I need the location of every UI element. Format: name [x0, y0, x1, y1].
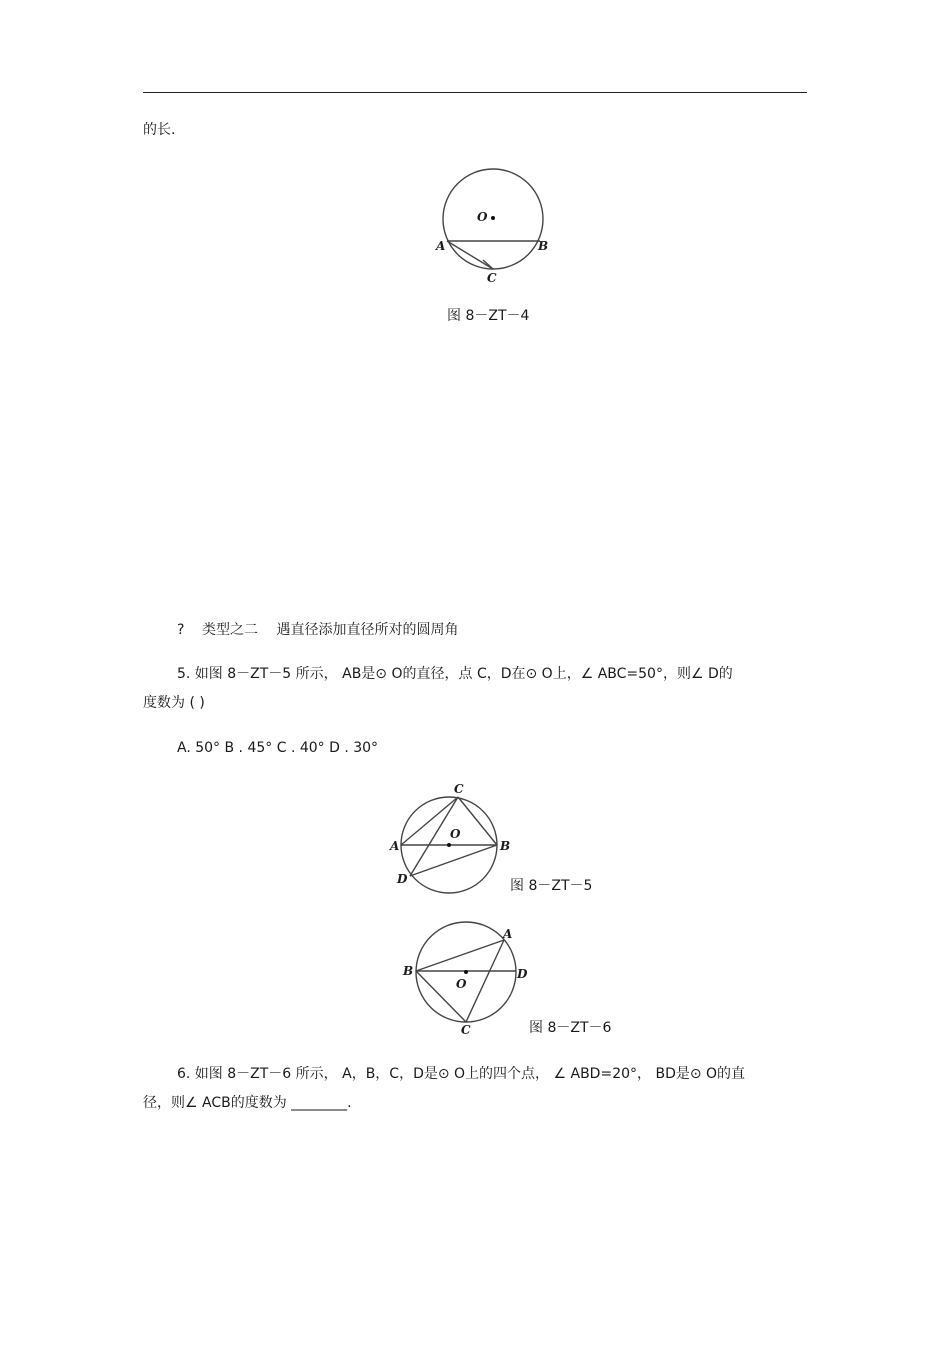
- figure-8-zt-5: [388, 780, 518, 895]
- q5-line2: 度数为 ( ): [143, 695, 205, 711]
- figure-5-caption: 图 8－ZT－5: [510, 878, 593, 894]
- label-o: O: [450, 827, 461, 841]
- label-a: A: [436, 239, 446, 253]
- chord-ba: [416, 940, 504, 971]
- q5-line1: 5. 如图 8－ZT－5 所示， AB是⊙ O的直径，点 C，D在⊙ O上，∠ ABC=50°，则∠ D的: [177, 666, 733, 682]
- label-o: O: [477, 210, 488, 224]
- chord-ac: [447, 241, 493, 269]
- continuation-text: 的长.: [143, 122, 176, 138]
- center-point: [447, 843, 451, 847]
- q6-line2: 径，则∠ ACB的度数为 ________.: [143, 1095, 352, 1111]
- q6-line1: 6. 如图 8－ZT－6 所示， A，B，C，D是⊙ O上的四个点， ∠ ABD=20°， BD是⊙ O的直: [177, 1066, 746, 1082]
- label-a: A: [503, 927, 513, 941]
- chord-db: [410, 845, 497, 876]
- label-d: D: [517, 967, 528, 981]
- section-title: 类型之二 遇直径添加直径所对的圆周角: [202, 622, 459, 638]
- header-rule: [143, 92, 807, 93]
- figure-8-zt-4: [430, 160, 560, 290]
- label-b: B: [500, 839, 511, 853]
- label-c: C: [461, 1023, 471, 1037]
- label-d: D: [397, 872, 408, 886]
- label-b: B: [403, 964, 414, 978]
- figure-8-zt-6: [400, 915, 540, 1040]
- label-a: A: [390, 839, 400, 853]
- label-c: C: [487, 271, 497, 285]
- label-b: B: [538, 239, 549, 253]
- section-marker: ?: [177, 622, 185, 638]
- q5-options: A. 50° B . 45° C . 40° D . 30°: [177, 740, 379, 756]
- label-o: O: [456, 977, 467, 991]
- figure-4-caption: 图 8－ZT－4: [447, 308, 530, 324]
- figure-6-caption: 图 8－ZT－6: [529, 1020, 612, 1036]
- center-point: [491, 216, 495, 220]
- center-point: [464, 970, 468, 974]
- label-c: C: [454, 782, 464, 796]
